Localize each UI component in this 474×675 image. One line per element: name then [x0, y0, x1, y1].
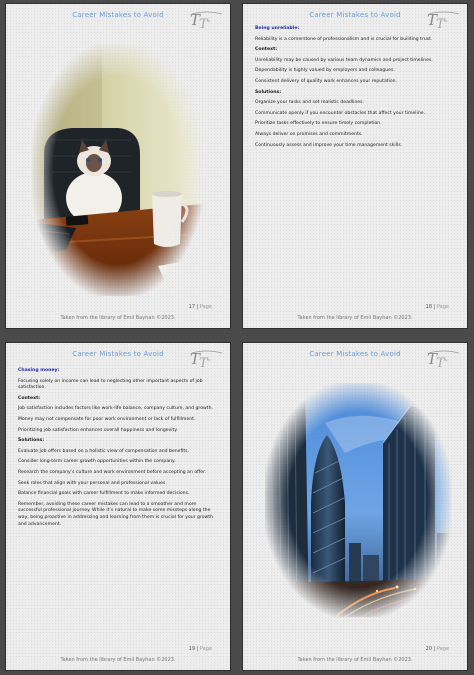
paragraph: Organize your tasks and set realistic deadlines.	[255, 100, 364, 106]
page-footer: Taken from the library of Emil Bayhan ©2023.	[60, 657, 176, 663]
paragraph: Job satisfaction includes factors like work-life balance, company culture, and growth.	[18, 406, 213, 412]
paragraph: Consistent delivery of quality work enhances your reputation.	[255, 78, 398, 84]
svg-text:T: T	[427, 350, 438, 368]
page-header-title: Career Mistakes to Avoid	[72, 350, 164, 358]
page-20	[243, 343, 467, 670]
paragraph: Balance financial goals with career fulfillment to make informed decisions.	[18, 491, 190, 497]
page-17	[6, 4, 230, 328]
paragraph: Prioritizing job satisfaction enhances overall happiness and longevity.	[18, 427, 178, 433]
svg-text:T: T	[436, 17, 445, 30]
page-header-title: Career Mistakes to Avoid	[309, 350, 401, 358]
page-footer: Taken from the library of Emil Bayhan ©2023.	[60, 315, 176, 321]
paragraph: Dependability is highly valued by employers and colleagues.	[255, 68, 395, 74]
page-18	[243, 4, 467, 328]
page-body	[18, 368, 217, 532]
page-label: Page	[436, 304, 449, 310]
paragraph: Always deliver on promises and commitments.	[255, 131, 363, 137]
page-number-value: 19	[188, 646, 196, 652]
svg-text:ttp: ttp	[207, 20, 211, 23]
publisher-logo-icon	[426, 349, 460, 369]
paragraph: Focusing solely on income can lead to neglecting other important aspects of job satisfaction.	[18, 378, 203, 391]
cat-office-photo	[32, 44, 203, 296]
publisher-logo-icon	[189, 10, 223, 30]
page-number: 18 | Page	[425, 304, 449, 310]
page-footer: Taken from the library of Emil Bayhan ©2023.	[297, 315, 413, 321]
subheading-context: Context:	[255, 47, 278, 53]
svg-text:T: T	[190, 11, 201, 29]
paragraph: Unreliability may be caused by various team dynamics and project timelines.	[255, 57, 433, 63]
svg-text:T: T	[199, 356, 208, 369]
page-number-value: 18	[425, 304, 433, 310]
paragraph: Seek roles that align with your personal and professional values.	[18, 480, 167, 486]
paragraph: Reliability is a cornerstone of professionalism and is crucial for building trust.	[255, 36, 433, 42]
paragraph: Money may not compensate for poor work environment or lack of fulfillment.	[18, 416, 196, 422]
page-number: 20 | Page	[425, 646, 449, 652]
page-header-title: Career Mistakes to Avoid	[309, 11, 401, 19]
page-label: Page	[199, 304, 212, 310]
svg-text:T: T	[190, 350, 201, 368]
svg-text:T: T	[436, 356, 445, 369]
page-number: 17 | Page	[188, 304, 212, 310]
closing-paragraph: Remember, avoiding these career mistakes can lead to a smoother and more successful professional journey. While it’s natural to make some missteps along the way, being proactive in addressing and learning from them is crucial for your growth and advancement.	[18, 501, 214, 527]
paragraph: Continuously assess and improve your time management skills.	[255, 142, 403, 148]
svg-text:ttp: ttp	[444, 359, 448, 362]
paragraph: Communicate openly if you encounter obstacles that affect your timeline.	[255, 110, 426, 116]
page-number: 19 | Page	[188, 646, 212, 652]
city-skyline-photo	[265, 383, 451, 617]
page-number-value: 20	[425, 646, 433, 652]
svg-text:T: T	[199, 17, 208, 30]
page-number-value: 17	[188, 304, 196, 310]
section-title: Chasing money:	[18, 368, 60, 373]
paragraph: Evaluate job offers based on a holistic view of compensation and benefits.	[18, 448, 190, 454]
section-title: Being unreliable:	[255, 26, 300, 31]
publisher-logo-icon	[189, 349, 223, 369]
subheading-solutions: Solutions:	[18, 438, 45, 444]
subheading-solutions: Solutions:	[255, 89, 282, 95]
svg-text:T: T	[427, 11, 438, 29]
page-label: Page	[436, 646, 449, 652]
paragraph: Research the company’s culture and work environment before accepting an offer.	[18, 469, 207, 475]
page-body	[255, 26, 454, 153]
subheading-context: Context:	[18, 395, 41, 401]
page-label: Page	[199, 646, 212, 652]
page-footer: Taken from the library of Emil Bayhan ©2023.	[297, 657, 413, 663]
svg-text:ttp: ttp	[207, 359, 211, 362]
paragraph: Prioritize tasks effectively to ensure timely completion.	[255, 121, 382, 127]
svg-text:ttp: ttp	[444, 20, 448, 23]
page-19	[6, 343, 230, 670]
page-header-title: Career Mistakes to Avoid	[72, 11, 164, 19]
paragraph: Consider long-term career growth opportunities within the company.	[18, 459, 176, 465]
